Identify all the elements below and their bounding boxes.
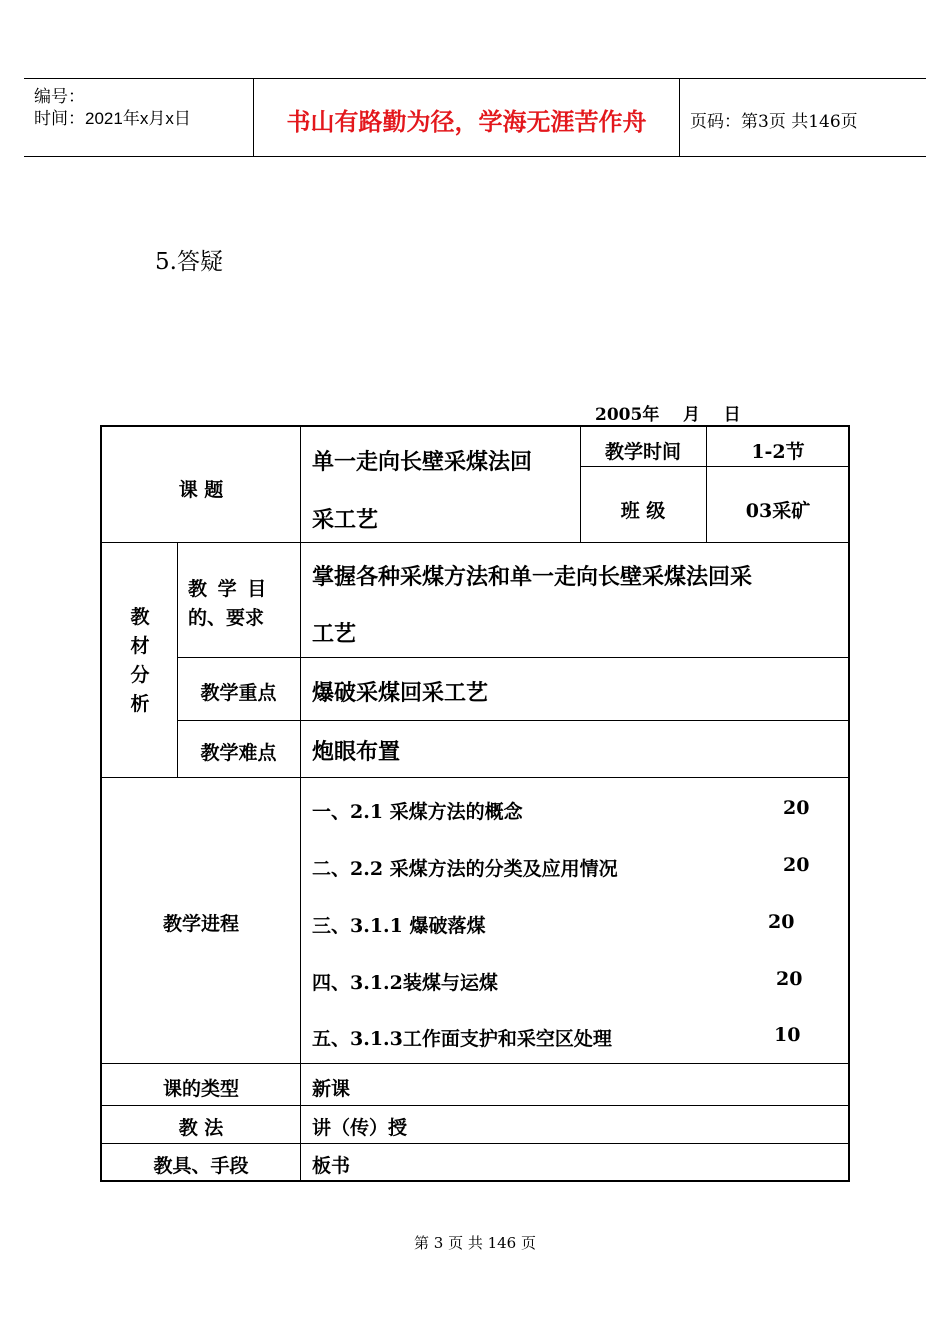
- tools-label: 教具、手段: [153, 1155, 249, 1177]
- time-label: 时间：2021年x月x日: [34, 109, 191, 128]
- goal-line-1: 掌握各种采煤方法和单一走向长壁采煤法回采: [312, 564, 753, 590]
- progress-item-minutes: 20: [776, 968, 803, 990]
- progress-item-text: 三、3.1.1 爆破落煤: [312, 915, 486, 937]
- goal-label-line-2: 的、要求: [188, 607, 265, 629]
- difficulty-value: 炮眼布置: [312, 739, 401, 765]
- lesson-type-value: 新课: [312, 1078, 351, 1100]
- lesson-plan-table: [100, 425, 850, 1182]
- page-header: [24, 78, 926, 157]
- progress-label: 教学进程: [162, 913, 239, 935]
- goal-label-line-1: 教 学 目: [188, 578, 269, 600]
- class-value: 03采矿: [745, 500, 811, 522]
- key-point-label: 教学重点: [200, 682, 277, 704]
- header-motto: 书山有路勤为径，学海无涯苦作舟: [254, 79, 680, 156]
- difficulty-label: 教学难点: [200, 742, 277, 764]
- number-label: 编号：: [34, 87, 85, 106]
- progress-item-text: 五、3.1.3工作面支护和采空区处理: [312, 1028, 612, 1050]
- header-meta: [24, 79, 254, 156]
- progress-item-minutes: 20: [768, 911, 795, 933]
- analysis-label: [128, 603, 152, 719]
- analysis-char: 分: [130, 664, 150, 686]
- method-label: 教 法: [178, 1117, 224, 1139]
- topic-line-1: 单一走向长壁采煤法回: [312, 449, 533, 475]
- analysis-char: 教: [130, 606, 150, 628]
- class-label: 班 级: [620, 500, 666, 522]
- teaching-time-label: 教学时间: [604, 441, 681, 463]
- goal-line-2: 工艺: [312, 621, 357, 647]
- section-title: 5.答疑: [155, 249, 223, 275]
- analysis-char: 析: [130, 693, 150, 715]
- analysis-char: 材: [130, 635, 150, 657]
- page-footer: 第 3 页 共 146 页: [413, 1234, 536, 1252]
- progress-item-text: 二、2.2 采煤方法的分类及应用情况: [312, 858, 618, 880]
- tools-value: 板书: [312, 1155, 351, 1177]
- progress-item-text: 一、2.1 采煤方法的概念: [312, 801, 523, 823]
- key-point-value: 爆破采煤回采工艺: [312, 680, 489, 706]
- progress-item-minutes: 10: [774, 1024, 801, 1046]
- topic-line-2: 采工艺: [312, 507, 379, 533]
- header-page-info: 页码：第3页 共146页: [690, 112, 858, 132]
- method-value: 讲（传）授: [312, 1117, 408, 1139]
- lesson-type-label: 课的类型: [162, 1078, 239, 1100]
- progress-item-minutes: 20: [783, 797, 810, 819]
- teaching-time-value: 1-2节: [751, 441, 805, 463]
- progress-item-minutes: 20: [783, 854, 810, 876]
- progress-item-text: 四、3.1.2装煤与运煤: [312, 972, 498, 994]
- date-line: 2005年 月 日: [595, 405, 741, 425]
- topic-label: 课 题: [178, 479, 224, 501]
